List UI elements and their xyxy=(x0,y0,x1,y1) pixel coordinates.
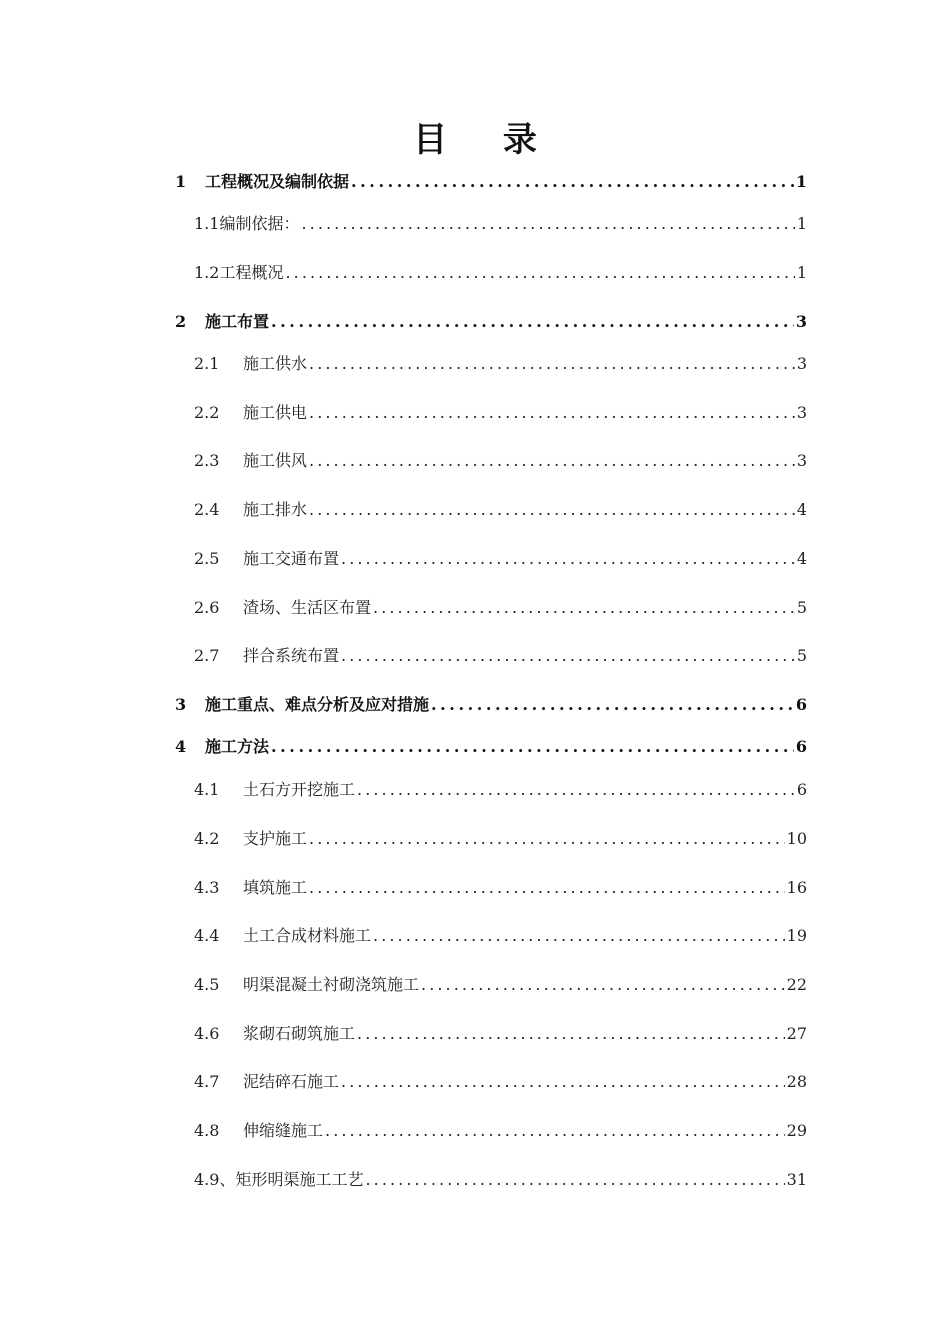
toc-leader-dots xyxy=(341,643,795,669)
toc-entry-page-number: 5 xyxy=(796,646,807,665)
toc-entry[interactable] xyxy=(194,826,807,852)
toc-entry-title: 矩形明渠施工工艺 xyxy=(235,1170,364,1189)
toc-entry-page-number: 4 xyxy=(796,500,807,519)
toc-entry-page-number: 1 xyxy=(795,172,807,191)
toc-entry[interactable] xyxy=(194,972,807,998)
toc-entry[interactable] xyxy=(175,692,807,718)
toc-entry-title: 施工重点、难点分析及应对措施 xyxy=(205,695,430,714)
toc-leader-dots xyxy=(271,309,794,335)
toc-entry-page-number: 27 xyxy=(786,1024,807,1043)
toc-entry-number: 2 xyxy=(175,312,187,331)
toc-entry[interactable] xyxy=(194,875,807,901)
toc-entry[interactable] xyxy=(194,595,807,621)
toc-entry-title: 工程概况 xyxy=(219,263,284,282)
toc-entry-number: 2.7 xyxy=(194,646,220,665)
page-title: 目 录 xyxy=(413,120,559,160)
toc-entry-page-number: 3 xyxy=(796,354,807,373)
toc-entry-title: 施工布置 xyxy=(205,312,270,331)
toc-entry[interactable] xyxy=(194,497,807,523)
toc-entry-number: 2.3 xyxy=(194,451,220,470)
toc-leader-dots xyxy=(271,734,794,760)
toc-entry-title: 泥结碎石施工 xyxy=(243,1072,340,1091)
toc-entry-number: 2.5 xyxy=(194,549,220,568)
toc-entry-title: 工程概况及编制依据 xyxy=(205,172,350,191)
toc-entry[interactable] xyxy=(194,351,807,377)
toc-entry[interactable] xyxy=(194,923,807,949)
toc-leader-dots xyxy=(325,1118,785,1144)
toc-entry-number: 1 xyxy=(175,172,187,191)
toc-entry-number: 1.1 xyxy=(194,214,220,233)
toc-entry-title: 明渠混凝土衬砌浇筑施工 xyxy=(243,975,420,994)
toc-entry-title: 施工排水 xyxy=(243,500,308,519)
toc-leader-dots xyxy=(301,211,794,237)
toc-entry-title: 浆砌石砌筑施工 xyxy=(243,1024,356,1043)
toc-entry-page-number: 29 xyxy=(786,1121,807,1140)
toc-entry-number: 2.2 xyxy=(194,403,220,422)
toc-leader-dots xyxy=(357,777,795,803)
toc-entry-title: 土工合成材料施工 xyxy=(243,926,372,945)
toc-entry-page-number: 3 xyxy=(796,451,807,470)
toc-leader-dots xyxy=(309,400,795,426)
toc-entry-number: 3 xyxy=(175,695,187,714)
toc-entry-title: 施工供电 xyxy=(243,403,308,422)
toc-leader-dots xyxy=(365,1167,784,1193)
toc-entry-number: 4.8 xyxy=(194,1121,220,1140)
toc-entry[interactable] xyxy=(194,260,807,286)
toc-entry[interactable] xyxy=(194,546,807,572)
toc-entry-page-number: 16 xyxy=(786,878,807,897)
toc-entry[interactable] xyxy=(194,211,807,237)
toc-leader-dots xyxy=(421,972,785,998)
toc-entry[interactable] xyxy=(175,309,807,335)
toc-entry-number: 4.2 xyxy=(194,829,220,848)
toc-entry-number: 4.6 xyxy=(194,1024,220,1043)
toc-entry-number: 1.2 xyxy=(194,263,220,282)
toc-entry[interactable] xyxy=(175,169,807,195)
toc-leader-dots xyxy=(309,875,785,901)
toc-entry[interactable] xyxy=(194,1021,807,1047)
toc-entry-number: 4 xyxy=(175,737,187,756)
toc-entry-title: 渣场、生活区布置 xyxy=(243,598,372,617)
toc-entry[interactable] xyxy=(194,1069,807,1095)
toc-entry-number: 2.1 xyxy=(194,354,220,373)
toc-leader-dots xyxy=(341,1069,785,1095)
toc-entry-page-number: 3 xyxy=(796,403,807,422)
toc-entry-page-number: 31 xyxy=(786,1170,807,1189)
toc-entry[interactable] xyxy=(175,734,807,760)
toc-entry[interactable] xyxy=(194,777,807,803)
toc-leader-dots xyxy=(373,595,795,621)
toc-leader-dots xyxy=(351,169,794,195)
toc-entry-number: 2.6 xyxy=(194,598,220,617)
toc-entry[interactable] xyxy=(194,448,807,474)
toc-entry[interactable] xyxy=(194,400,807,426)
toc-entry-title: 伸缩缝施工 xyxy=(243,1121,324,1140)
toc-entry-title: 支护施工 xyxy=(243,829,308,848)
toc-entry[interactable] xyxy=(194,1118,807,1144)
toc-leader-dots xyxy=(309,351,795,377)
toc-entry-page-number: 6 xyxy=(795,695,807,714)
toc-entry-number: 4.5 xyxy=(194,975,220,994)
toc-leader-dots xyxy=(373,923,785,949)
toc-leader-dots xyxy=(431,692,794,718)
toc-leader-dots xyxy=(309,448,795,474)
toc-entry-page-number: 28 xyxy=(786,1072,807,1091)
toc-entry-page-number: 6 xyxy=(796,780,807,799)
toc-entry-title: 土石方开挖施工 xyxy=(243,780,356,799)
toc-entry[interactable] xyxy=(194,1167,807,1193)
toc-entry-page-number: 22 xyxy=(786,975,807,994)
toc-entry-number: 4.7 xyxy=(194,1072,220,1091)
toc-leader-dots xyxy=(341,546,795,572)
toc-entry-page-number: 3 xyxy=(795,312,807,331)
toc-entry-page-number: 10 xyxy=(786,829,807,848)
toc-entry-title: 编制依据： xyxy=(219,214,300,233)
toc-entry-title: 填筑施工 xyxy=(243,878,308,897)
toc-entry-page-number: 19 xyxy=(786,926,807,945)
toc-entry-title: 拌合系统布置 xyxy=(243,646,340,665)
toc-entry-title: 施工方法 xyxy=(205,737,270,756)
toc-entry[interactable] xyxy=(194,643,807,669)
toc-entry-number: 2.4 xyxy=(194,500,220,519)
toc-entry-number: 4.3 xyxy=(194,878,220,897)
toc-entry-page-number: 1 xyxy=(796,214,807,233)
toc-entry-title: 施工供水 xyxy=(243,354,308,373)
toc-leader-dots xyxy=(309,826,785,852)
toc-entry-page-number: 4 xyxy=(796,549,807,568)
toc-entry-number: 4.9、 xyxy=(194,1170,236,1189)
toc-leader-dots xyxy=(357,1021,785,1047)
toc-entry-page-number: 1 xyxy=(796,263,807,282)
toc-entry-page-number: 6 xyxy=(795,737,807,756)
toc-entry-title: 施工交通布置 xyxy=(243,549,340,568)
toc-leader-dots xyxy=(285,260,794,286)
toc-leader-dots xyxy=(309,497,795,523)
toc-entry-title: 施工供风 xyxy=(243,451,308,470)
toc-entry-number: 4.1 xyxy=(194,780,220,799)
toc-entry-page-number: 5 xyxy=(796,598,807,617)
toc-entry-number: 4.4 xyxy=(194,926,220,945)
